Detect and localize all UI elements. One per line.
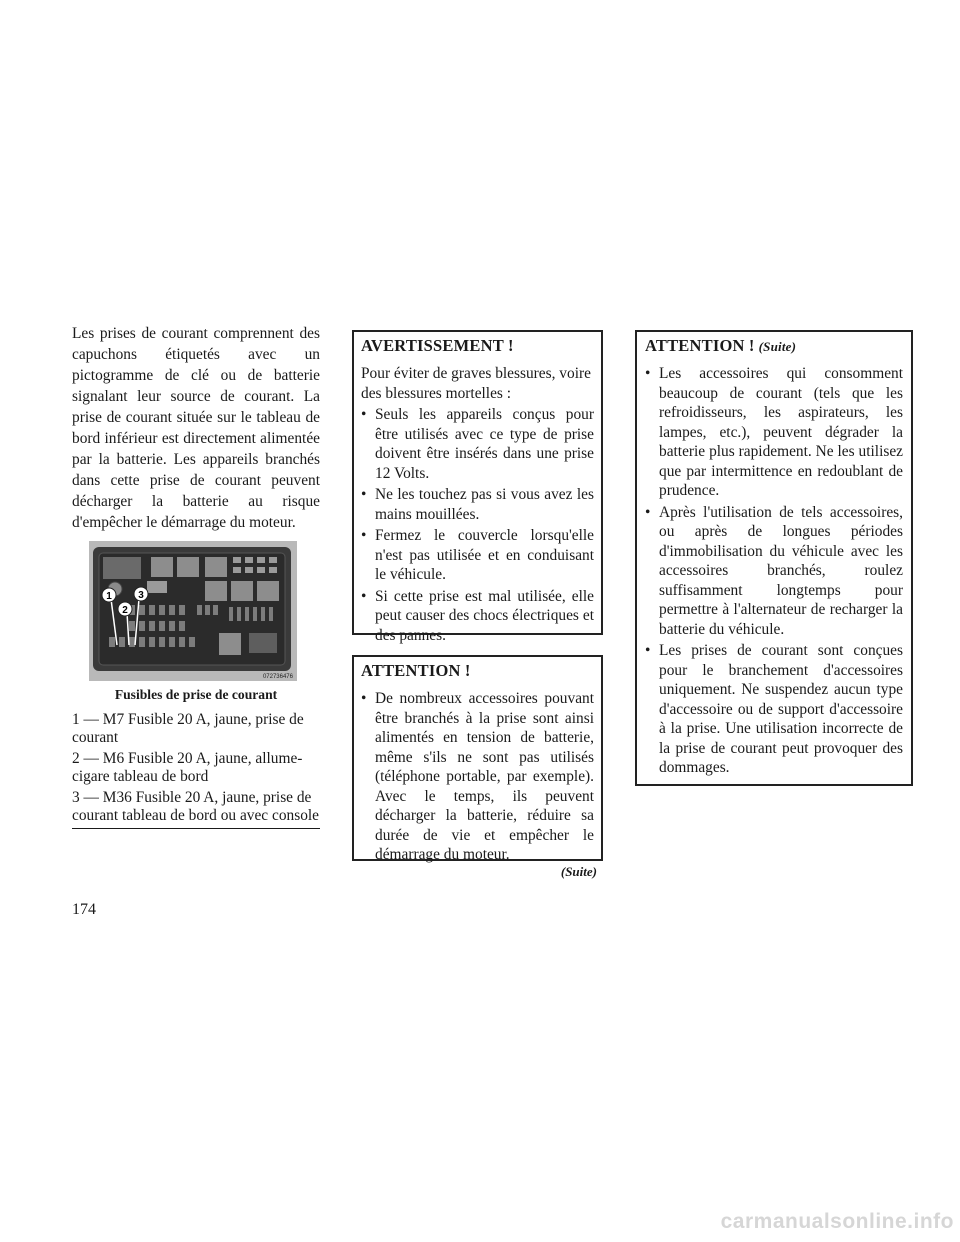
callout-1: 1 bbox=[106, 591, 112, 602]
figure-code: 072736476 bbox=[262, 674, 293, 680]
fuse-legend bbox=[72, 711, 320, 825]
callout-3: 3 bbox=[138, 590, 144, 601]
fuse-box-figure bbox=[89, 541, 297, 681]
list-item: • Les prises de courant sont conçues pour le branchement d'accessoires uniquement. Ne suspendez aucun type d'accessoire ou de support d'accessoire à la prise. Une utilisation incorrecte de la prise de courant peut provoquer des dommages. bbox=[645, 642, 903, 776]
continued-note: (Suite) bbox=[560, 864, 597, 879]
attention-title: ATTENTION ! bbox=[361, 661, 471, 680]
attention-list bbox=[361, 689, 594, 865]
legend-item: 2 — M6 Fusible 20 A, jaune, allume-cigare tableau de bord bbox=[72, 750, 303, 785]
list-item: • Les accessoires qui consomment beaucoup de courant (tels que les refroidisseurs, les aspirateurs, les lampes, etc.), peuvent dégrader la batterie plus rapidement. Ne les utilisez que par intermittence en redoublant de prudence. bbox=[645, 365, 903, 499]
attention-box bbox=[352, 655, 603, 861]
warning-list bbox=[361, 405, 594, 645]
left-column bbox=[72, 323, 320, 829]
list-item: • Après l'utilisation de tels accessoires, ou après de longues périodes d'immobilisation du véhicule avec les accessoires branchés, roulez suffisamment longtemps pour permettre à l'alternateur de recharger la batterie du véhicule. bbox=[645, 503, 903, 638]
list-item: • Si cette prise est mal utilisée, elle peut causer des chocs électriques et des pannes. bbox=[361, 587, 594, 644]
attention-continued-box bbox=[635, 330, 913, 786]
attention-continued-title: ATTENTION ! (Suite) bbox=[645, 336, 797, 355]
warning-box bbox=[352, 330, 603, 644]
intro-paragraph: Les prises de courant comprennent des capuchons étiquetés avec un pictogramme de clé ou de batterie signalant leur source de courant. La prise de courant située sur le tableau de bord inférieur est directement alimentée par la batterie. Les appareils branchés dans cette prise de courant peuvent décharger la batterie au risque d'empêcher le démarrage du moteur. bbox=[72, 325, 320, 531]
warning-title: AVERTISSEMENT ! bbox=[361, 336, 514, 355]
callout-2: 2 bbox=[122, 605, 128, 616]
legend-item: 3 — M36 Fusible 20 A, jaune, prise de courant tableau de bord ou avec console bbox=[72, 789, 320, 824]
warning-lead: Pour éviter de graves blessures, voire des blessures mortelles : bbox=[361, 365, 591, 402]
list-item: • De nombreux accessoires pouvant être branchés à la prise sont ainsi alimentés en tension de batterie, même s'ils ne sont pas utilisés (téléphone portable, par exemple). Avec le temps, ils peuvent décharger la batterie, réduire sa durée de vie et empêcher le démarrage du moteur. bbox=[361, 690, 594, 863]
attention-continued-list bbox=[645, 364, 903, 778]
figure-caption: Fusibles de prise de courant bbox=[114, 687, 278, 702]
fuse-box-diagram bbox=[89, 541, 297, 681]
page-number: 174 bbox=[72, 901, 96, 918]
watermark: carmanualsonline.info bbox=[720, 1210, 954, 1233]
legend-item: 1 — M7 Fusible 20 A, jaune, prise de courant bbox=[72, 711, 304, 746]
list-item: • Ne les touchez pas si vous avez les mains mouillées. bbox=[361, 486, 594, 523]
list-item: • Seuls les appareils conçus pour être utilisés avec ce type de prise doivent être insérés dans une prise 12 Volts. bbox=[361, 406, 594, 482]
list-item: • Fermez le couvercle lorsqu'elle n'est pas utilisée et en conduisant le véhicule. bbox=[361, 527, 594, 583]
divider bbox=[72, 828, 320, 829]
